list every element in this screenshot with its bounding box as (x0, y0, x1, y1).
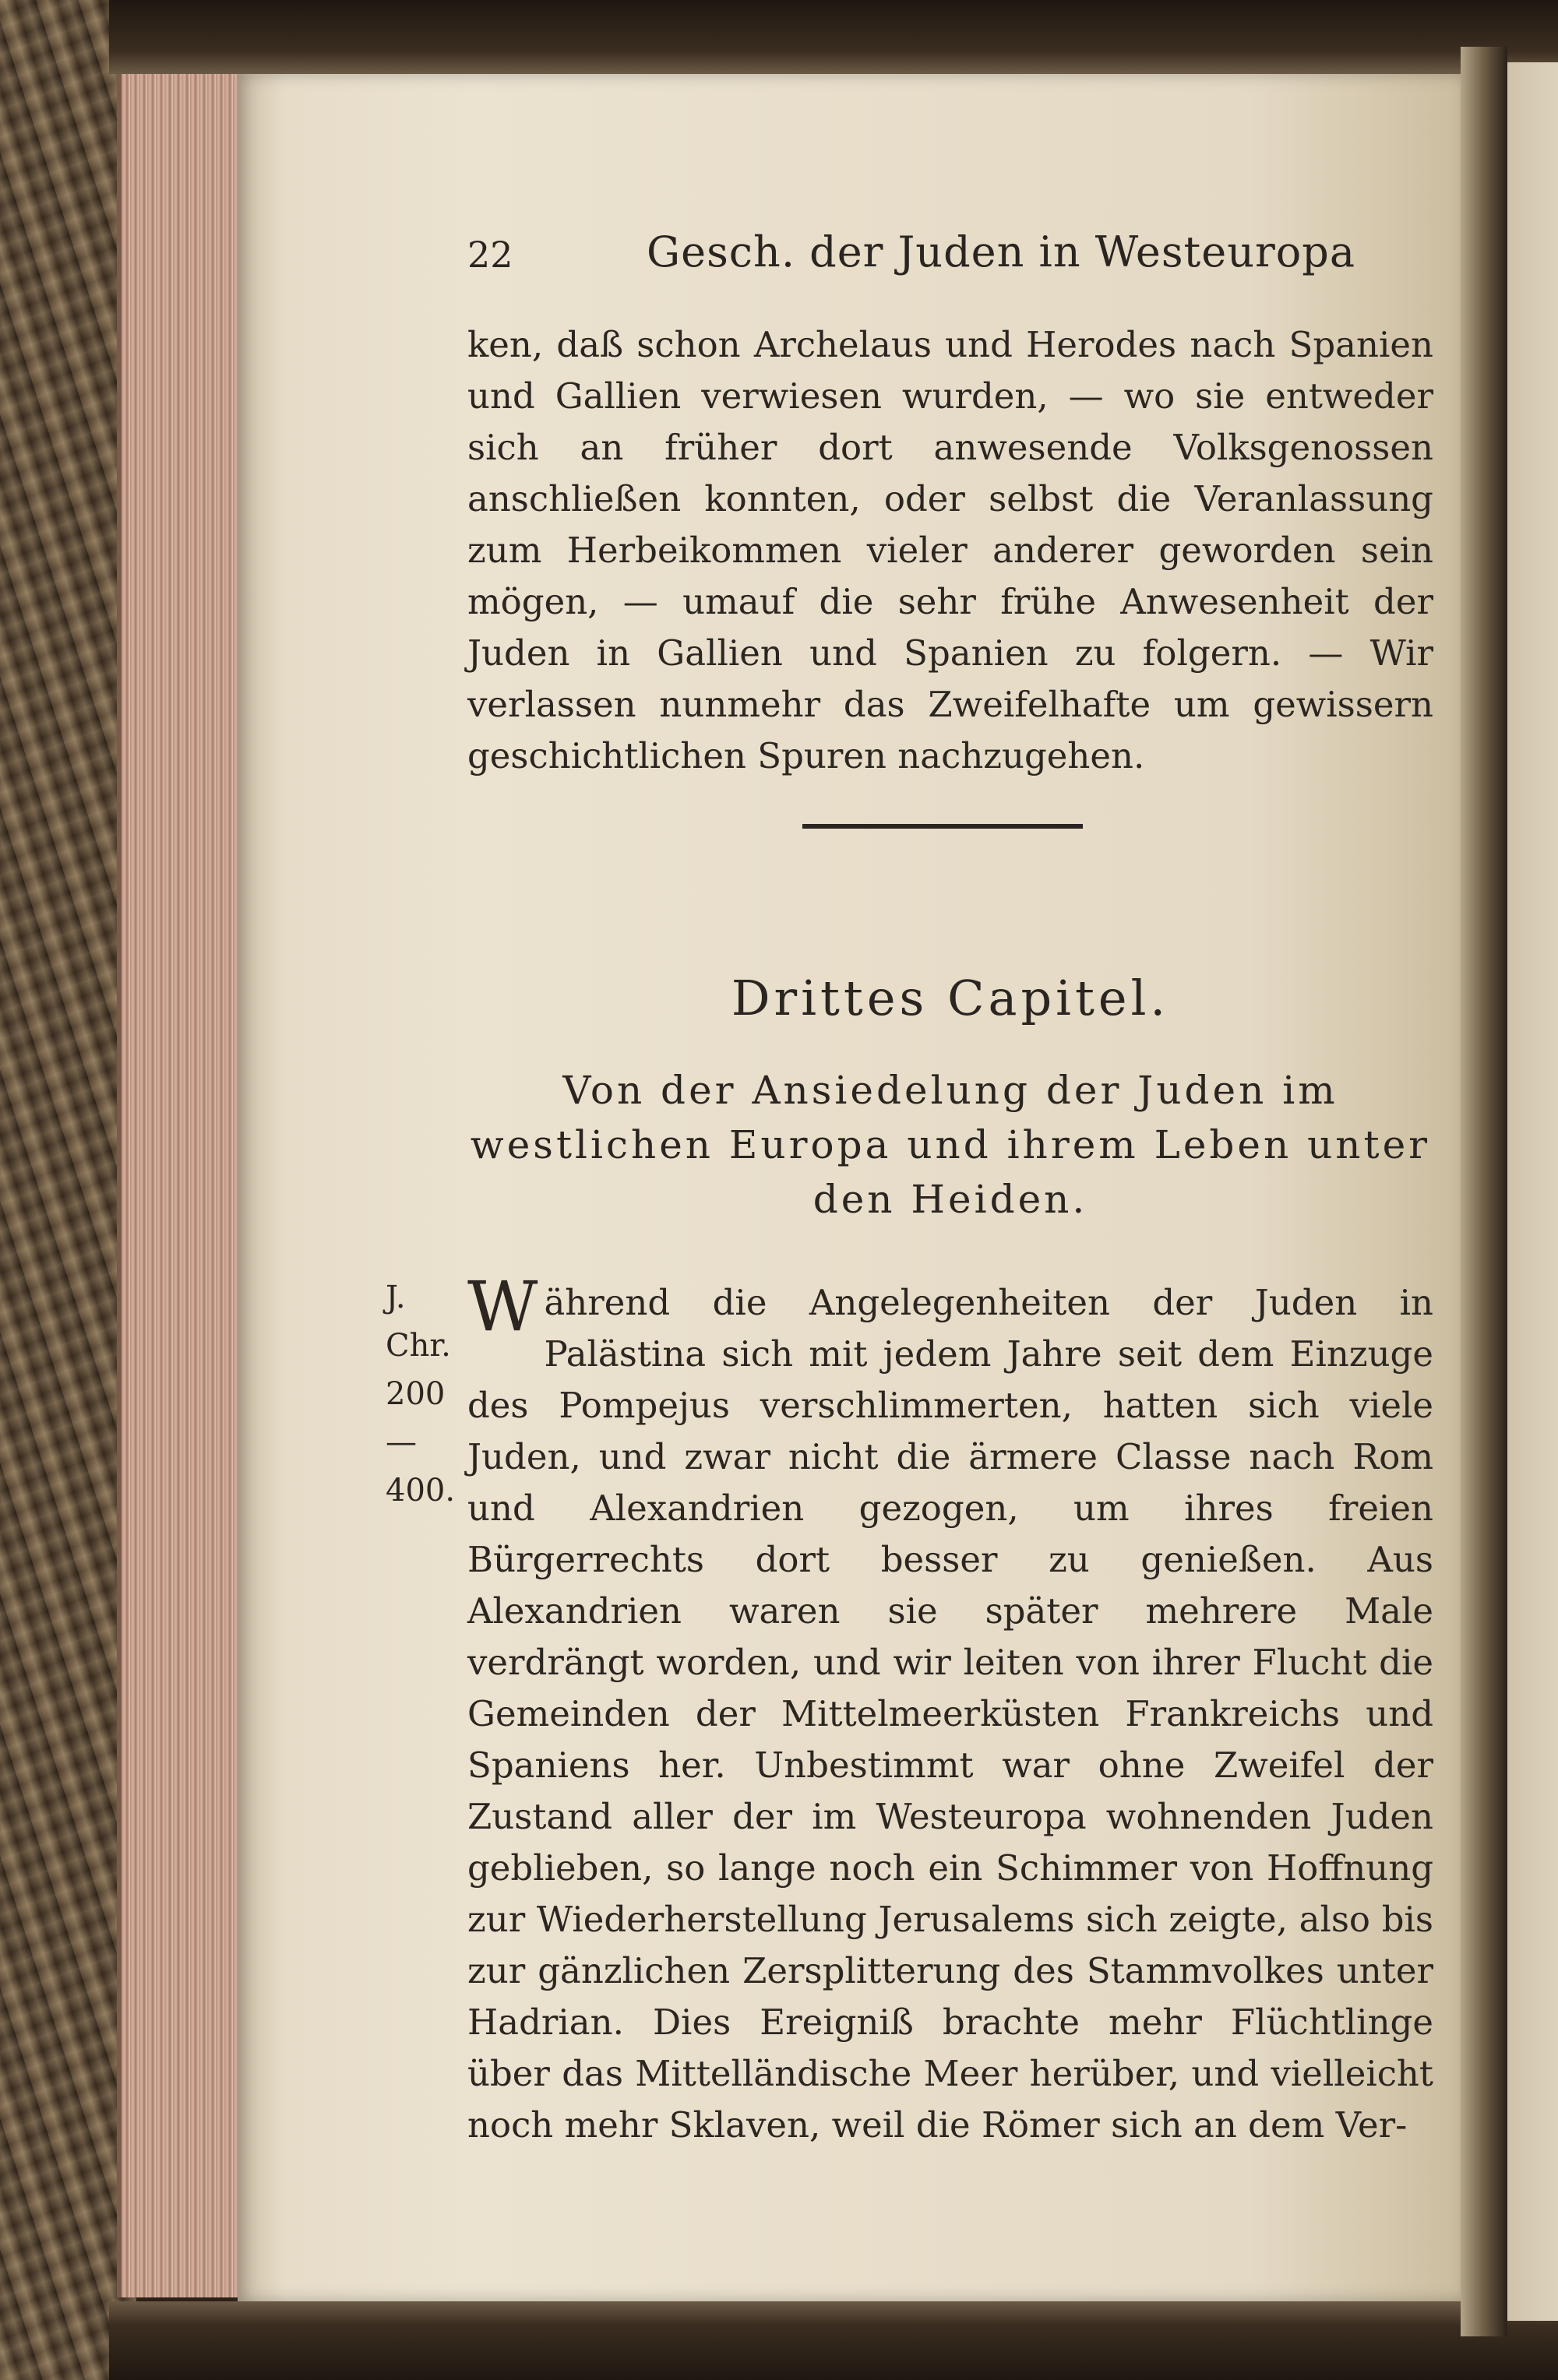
margin-note-dash: — (386, 1424, 417, 1460)
main-paragraph-text: ährend die Angelegenheiten der Juden in Palästina sich mit jedem Jahre seit dem Einzuge des Pompejus verschlimmerten, hatten sich viele Juden, und zwar nicht die ärmere Classe nach Rom und Alexandrien gezogen, um ihres freien Bürgerrechts dort besser zu genießen. Aus Alexandrien waren sie später mehrere Male verdrängt worden, und wir leiten von ihrer Flucht die Gemeinden der Mittelmeerküsten Frankreichs und Spaniens her. Unbestimmt war ohne Zweifel der Zustand aller der im Westeuropa wohnenden Juden geblieben, so lange noch ein Schimmer von Hoffnung zur Wiederherstellung Jerusalems sich zeigte, also bis zur gänzlichen Zersplitterung des Stammvolkes unter Hadrian. Dies Ereigniß brachte mehr Flüchtlinge über das Mittelländische Meer herüber, und vielleicht noch mehr Sklaven, weil die Römer sich an dem Ver- (467, 1282, 1433, 2146)
margin-date-note (386, 1273, 471, 1515)
facing-page-edge (1507, 62, 1558, 2321)
binding-bottom (109, 2301, 1558, 2380)
margin-note-era: J. Chr. (386, 1280, 451, 1364)
page-number: 22 (467, 234, 513, 276)
continuation-paragraph (467, 319, 1433, 782)
page-edges (117, 70, 254, 2297)
margin-note-start: 200 (386, 1376, 446, 1412)
binding-top (109, 0, 1558, 74)
chapter-subtitle: Von der Ansiedelung der Juden im westlichen Europa und ihrem Leben unter den Heiden. (470, 1068, 1431, 1222)
section-divider (802, 824, 1083, 829)
continuation-text: ken, daß schon Archelaus und Herodes nach Spanien und Gallien verwiesen wurden, — wo sie entweder sich an früher dort anwesende Volksgenossen anschließen konnten, oder selbst die Veranlassung zum Herbeikommen vieler anderer geworden sein mögen, — umauf die sehr frühe Anwesenheit der Juden in Gallien und Spanien zu folgern. — Wir verlassen nunmehr das Zweifelhafte um gewissern geschichtlichen Spuren nachzugehen. (467, 324, 1433, 776)
running-title: Gesch. der Juden in Westeuropa (647, 227, 1356, 276)
margin-note-end: 400. (386, 1473, 456, 1509)
drop-initial: W (467, 1266, 538, 1347)
book-gutter (1461, 47, 1507, 2336)
chapter-title: Drittes Capitel. (731, 970, 1170, 1026)
book-cover-binding (0, 0, 136, 2380)
main-paragraph (467, 1266, 1433, 2151)
